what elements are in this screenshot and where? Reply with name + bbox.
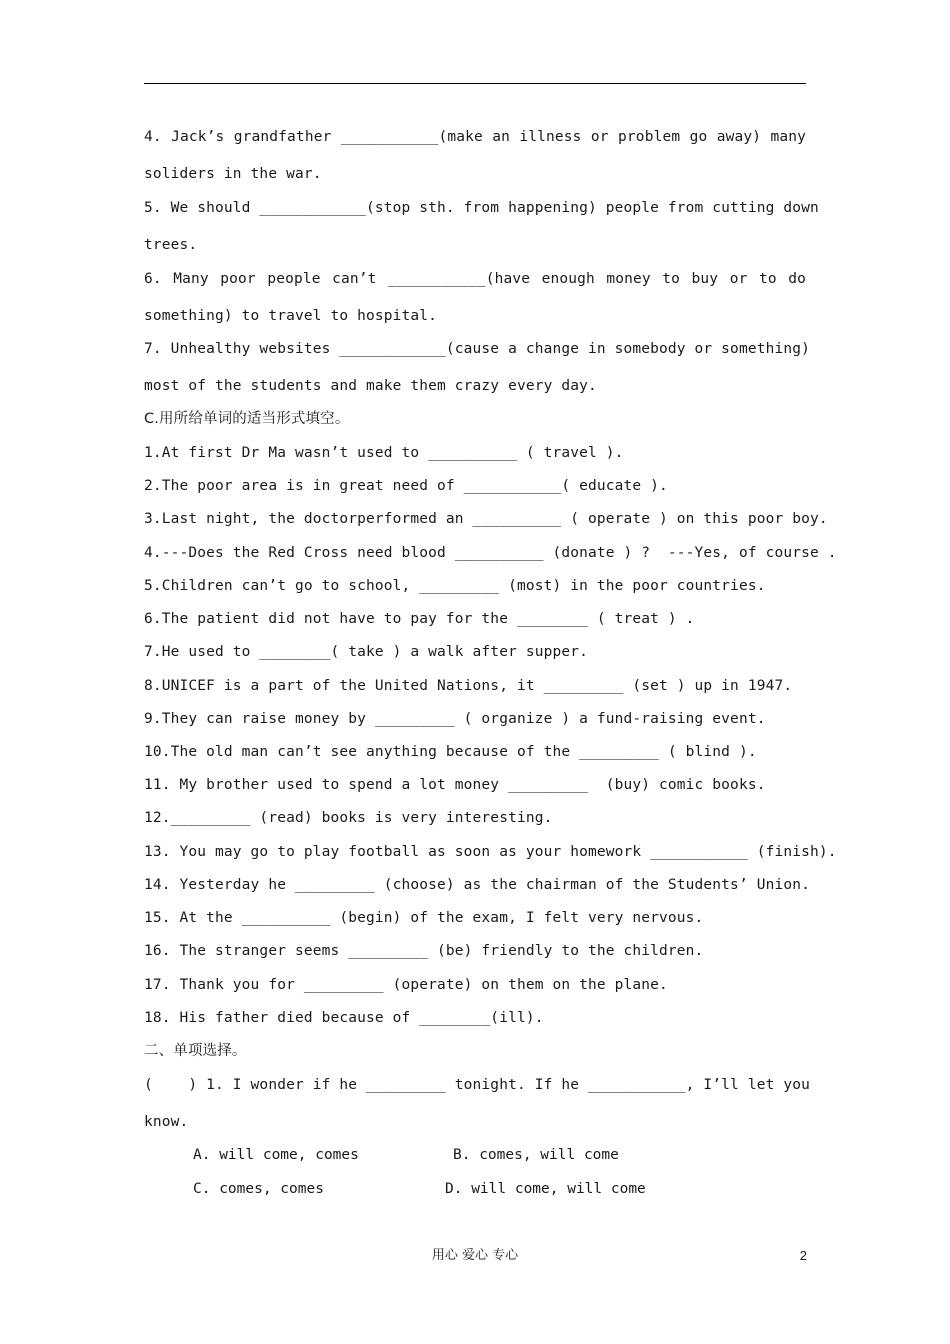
- mc-option-a: A. will come, comes: [193, 1147, 359, 1163]
- question-c13: 13. You may go to play football as soon as your homework ___________ (finish).: [144, 844, 837, 860]
- question-c17: 17. Thank you for _________ (operate) on them on the plane.: [144, 977, 668, 993]
- question-b5-line2: trees.: [144, 237, 198, 253]
- section-c-heading: C.用所给单词的适当形式填空。: [144, 411, 350, 427]
- mc-question-1-line1: ( ) 1. I wonder if he _________ tonight. If he ___________, I’ll let you: [144, 1077, 810, 1093]
- question-c2: 2.The poor area is in great need of ___________( educate ).: [144, 478, 668, 494]
- mc-option-d: D. will come, will come: [445, 1181, 646, 1197]
- question-c6: 6.The patient did not have to pay for the ________ ( treat ) .: [144, 611, 695, 627]
- page-number: 2: [799, 1248, 807, 1263]
- mc-option-c: C. comes, comes: [193, 1181, 324, 1197]
- mc-option-b: B. comes, will come: [453, 1147, 619, 1163]
- question-c14: 14. Yesterday he _________ (choose) as the chairman of the Students’ Union.: [144, 877, 810, 893]
- question-b4-line1: 4. Jack’s grandfather ___________(make an illness or problem go away) many: [144, 129, 806, 145]
- header-rule: [144, 83, 806, 84]
- mc-question-1-line2: know.: [144, 1114, 189, 1130]
- question-c15: 15. At the __________ (begin) of the exam, I felt very nervous.: [144, 910, 704, 926]
- question-c1: 1.At first Dr Ma wasn’t used to __________ ( travel ).: [144, 445, 624, 461]
- question-b6-line1: 6. Many poor people can’t ___________(have enough money to buy or to do: [144, 271, 806, 287]
- section-2-heading: 二、单项选择。: [144, 1043, 247, 1059]
- question-c10: 10.The old man can’t see anything because of the _________ ( blind ).: [144, 744, 757, 760]
- question-b4-line2: soliders in the war.: [144, 166, 322, 182]
- question-c3: 3.Last night, the doctorperformed an __________ ( operate ) on this poor boy.: [144, 511, 828, 527]
- question-c18: 18. His father died because of ________(ill).: [144, 1010, 544, 1026]
- question-c5: 5.Children can’t go to school, _________ (most) in the poor countries.: [144, 578, 766, 594]
- question-b7-line1: 7. Unhealthy websites ____________(cause a change in somebody or something): [144, 341, 810, 357]
- footer-motto: 用心 爱心 专心: [431, 1248, 519, 1263]
- question-c8: 8.UNICEF is a part of the United Nations, it _________ (set ) up in 1947.: [144, 678, 793, 694]
- question-c12: 12._________ (read) books is very interesting.: [144, 810, 553, 826]
- question-c7: 7.He used to ________( take ) a walk after supper.: [144, 644, 588, 660]
- question-c11: 11. My brother used to spend a lot money _________ (buy) comic books.: [144, 777, 766, 793]
- question-c16: 16. The stranger seems _________ (be) friendly to the children.: [144, 943, 704, 959]
- question-b6-line2: something) to travel to hospital.: [144, 308, 438, 324]
- question-b5-line1: 5. We should ____________(stop sth. from happening) people from cutting down: [144, 200, 819, 216]
- question-c9: 9.They can raise money by _________ ( organize ) a fund-raising event.: [144, 711, 766, 727]
- question-b7-line2: most of the students and make them crazy every day.: [144, 378, 597, 394]
- question-c4: 4.---Does the Red Cross need blood __________ (donate ) ? ---Yes, of course .: [144, 545, 837, 561]
